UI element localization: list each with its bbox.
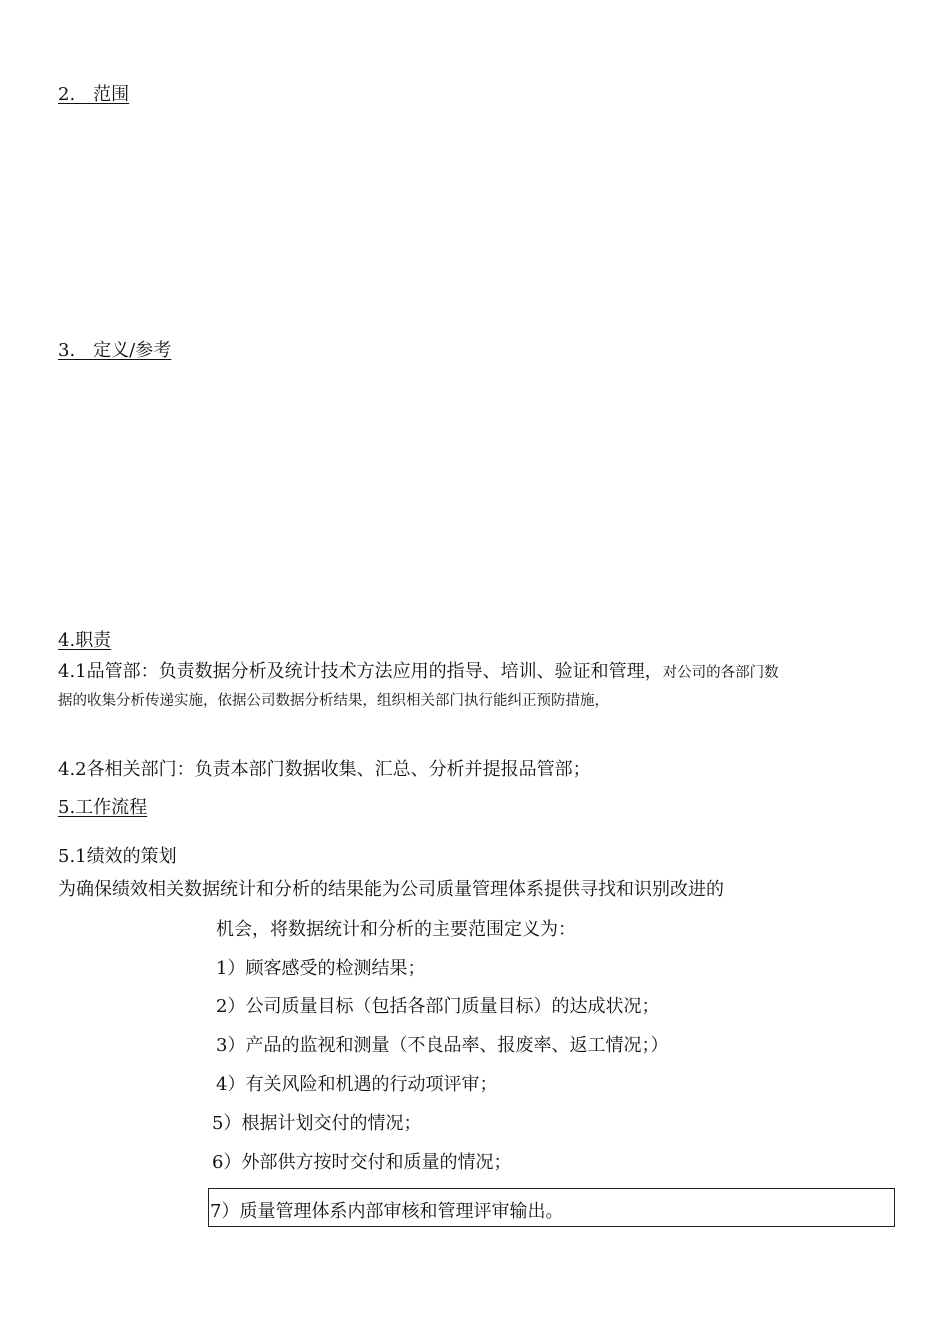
section-4-heading: [58, 630, 111, 653]
section-5-number: 5.: [58, 797, 76, 818]
scope-item-5: 5）根据计划交付的情况；: [212, 1113, 422, 1134]
scope-item-2: 2）公司质量目标（包括各部门质量目标）的达成状况；: [216, 996, 660, 1017]
scope-item-4: 4）有关风险和机遇的行动项评审；: [216, 1074, 498, 1095]
responsibility-4-1-text-b: 对公司的各部门数: [662, 665, 779, 681]
section-4-number: 4.: [58, 630, 76, 651]
scope-item-7-box: [208, 1188, 895, 1227]
scope-item-6: 6）外部供方按时交付和质量的情况；: [212, 1152, 512, 1173]
scope-item-7: 7）质量管理体系内部审核和管理评审输出。: [210, 1201, 564, 1222]
scope-item-1: 1）顾客感受的检测结果；: [216, 958, 426, 979]
intro-line-1: 为确保绩效相关数据统计和分析的结果能为公司质量管理体系提供寻找和识别改进的: [58, 879, 724, 900]
responsibility-4-1-line1: [58, 661, 779, 684]
section-4-title: 职责: [75, 630, 112, 651]
responsibility-4-1-line2: 据的收集分析传递实施，依据公司数据分析结果，组织相关部门执行能纠正预防措施，: [58, 693, 609, 709]
section-5-heading: [58, 797, 147, 820]
intro-line-2: 机会，将数据统计和分析的主要范围定义为：: [216, 919, 576, 940]
scope-item-3: 3）产品的监视和测量（不良品率、报废率、返工情况；）: [216, 1035, 669, 1056]
section-3-heading: 3. 定义/参考: [58, 340, 172, 361]
section-2-heading: 2. 范围: [58, 84, 130, 105]
section-5-title: 工作流程: [75, 797, 148, 818]
responsibility-4-2: 4.2各相关部门：负责本部门数据收集、汇总、分析并提报品管部；: [58, 759, 591, 780]
subsection-5-1-title: 5.1绩效的策划: [58, 846, 177, 867]
responsibility-4-1-text-a: 4.1品管部：负责数据分析及统计技术方法应用的指导、培训、验证和管理，: [58, 661, 663, 682]
